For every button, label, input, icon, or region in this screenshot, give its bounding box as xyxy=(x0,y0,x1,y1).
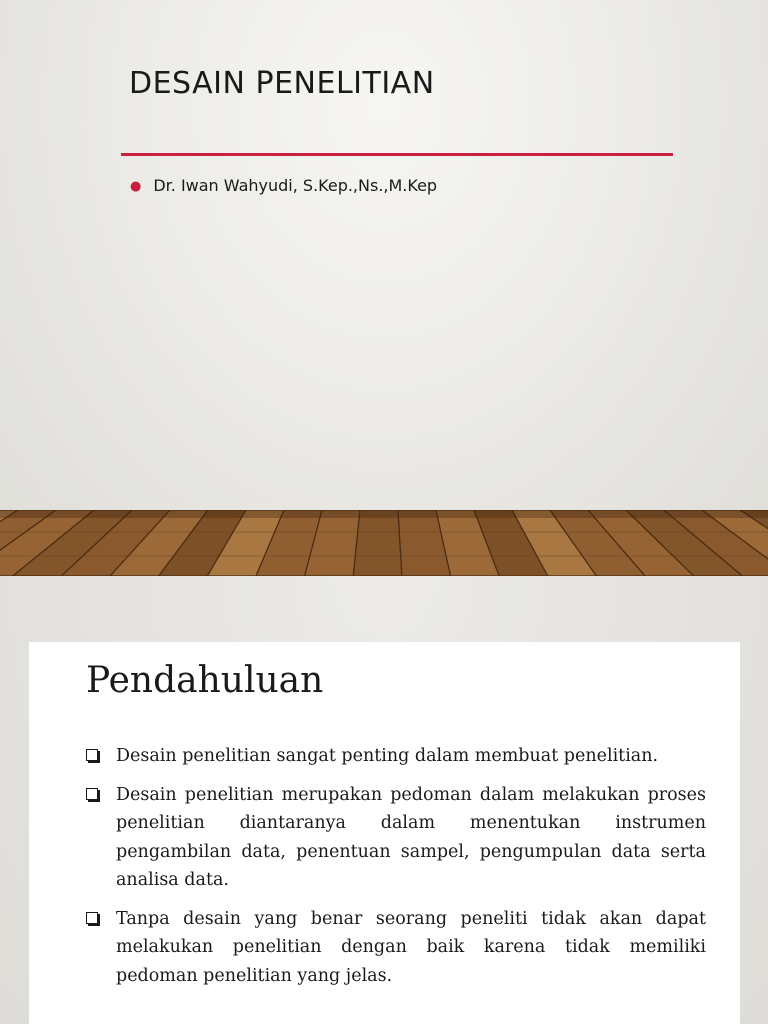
list-item-text: Tanpa desain yang benar seorang peneliti tidak akan dapat melakukan penelitian dengan baik karena tidak memiliki pedoman penelitian yang jelas. xyxy=(116,908,706,986)
checkbox-bullet-icon xyxy=(86,912,98,924)
checkbox-bullet-icon xyxy=(86,749,98,761)
wood-floor-decoration xyxy=(0,510,768,576)
bullet-list xyxy=(86,742,706,1000)
section-title: Pendahuluan xyxy=(86,660,324,701)
author-bullet xyxy=(130,176,437,195)
list-item-text: Desain penelitian merupakan pedoman dalam melakukan proses penelitian diantaranya dalam menentukan instrumen pengambilan data, penentuan sampel, pengumpulan data serta analisa data. xyxy=(116,784,706,890)
content-slide xyxy=(29,642,740,1024)
list-item xyxy=(86,781,706,895)
list-item-text: Desain penelitian sangat penting dalam membuat penelitian. xyxy=(116,746,659,766)
wood-floor-image xyxy=(0,510,768,576)
bullet-dot-icon: ● xyxy=(130,179,142,194)
slide-title: DESAIN PENELITIAN xyxy=(129,66,435,101)
list-item xyxy=(86,905,706,991)
checkbox-bullet-icon xyxy=(86,788,98,800)
list-item xyxy=(86,742,706,771)
title-divider xyxy=(121,153,673,156)
author-name: Dr. Iwan Wahyudi, S.Kep.,Ns.,M.Kep xyxy=(153,176,438,195)
